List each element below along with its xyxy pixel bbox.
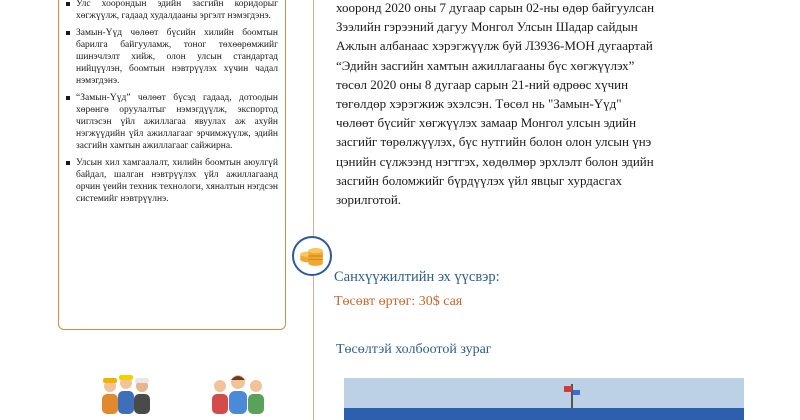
funding-source-heading: Санхүүжилтийн эх үүсвэр:: [334, 269, 500, 285]
project-photo-heading: Төсөлтэй холбоотой зураг: [336, 342, 492, 357]
column-divider: [313, 0, 314, 420]
bullet-list: [66, 0, 278, 210]
bullet-item: “Замын-Үүд” чөлөөт бүсэд гадаад, дотоодын хөрөнгө оруулалтыг нэмэгдүүлж, экспортод чиглэсэн үйл ажиллагаа явуулах аж ахуйн нэгжүүдийн үйл ажиллагааг эрчимжүүлж, эдийн засгийн хамтын ажиллагааг сайжирна.: [66, 92, 278, 152]
text-line: төгөлдөр хэрэгжиж эхэлсэн. Төсөл нь "Замын-Үүд": [336, 96, 622, 112]
text-line: чөлөөт бүсийг хөгжүүлэх замаар Монгол улсын эдийн: [336, 115, 637, 131]
coins-icon: [292, 236, 332, 276]
workers-group-icon: [96, 372, 156, 420]
budget-value: Төсөвт өртөг: 30$ сая: [334, 294, 463, 309]
project-photo: [344, 378, 744, 420]
text-line: “Эдийн засгийн хамтын ажиллагааны бүс хөгжүүлэх”: [336, 57, 635, 73]
bullet-item: Замын-Үүд чөлөөт бүсийн хилийн боомтын барилга байгууламж, тоног төхөөрөмжийг шинэчлэлт хийж, олон улсын стандартад нийцүүлэн, боомтын нэвтрүүлэх хүчин чадал нэмэгдэнэ.: [66, 27, 278, 87]
text-line: Зээлийн гэрээний дагуу Монгол Улсын Шадар сайдын: [336, 19, 638, 35]
project-description: [336, 0, 748, 209]
text-line: хооронд 2020 оны 7 дугаар сарын 02-ны өдөр байгуулсан: [336, 0, 655, 15]
text-line: засгийг төрөлжүүлэх, бүс нутгийн болон олон улсын үнэ: [336, 134, 652, 150]
text-line: Ажлын албанаас хэрэгжүүлж буй Л3936-МОН дугаартай: [336, 38, 653, 54]
text-line: зорилготой.: [336, 192, 402, 208]
bullet-item: Улс хоорондын эдийн засгийн коридорыг хөгжүүлж, гадаад худалдааны эргэлт нэмэгдэнэ.: [66, 0, 278, 22]
text-line: төсөл 2020 оны 8 дугаар сарын 21-ний өдрөөс хүчин: [336, 76, 629, 92]
photo-image: [344, 378, 744, 420]
text-line: цэнийн сүлжээнд нэгтгэх, хөдөлмөр эрхлэлт болон эдийн: [336, 153, 654, 169]
text-line: засгийн боломжийг бүрдүүлэх үйл явцыг хурдасгах: [336, 172, 623, 188]
bottom-icons: [96, 372, 276, 420]
bullet-item: Улсын хил хамгаалалт, хилийн боомтын аюулгүй байдал, шалган нэвтрүүлэх үйл ажиллагаанд орчин үеийн техник технологи, хяналтын нэгдсэн системийг нэвтрүүлнэ.: [66, 157, 278, 205]
people-group-icon: [208, 372, 268, 420]
